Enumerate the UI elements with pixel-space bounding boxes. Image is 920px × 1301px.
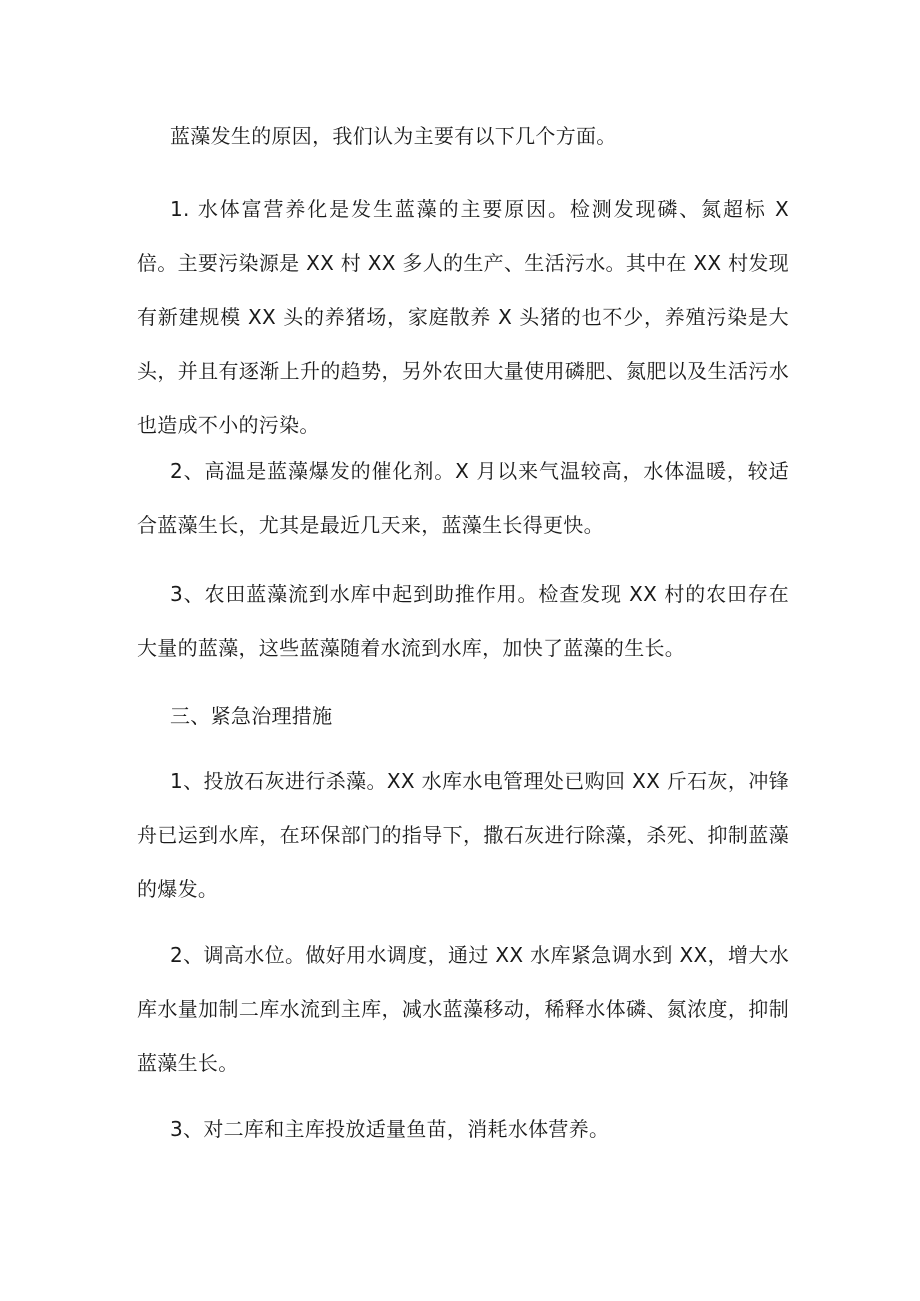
- section-heading-emergency-measures: 三、紧急治理措施: [170, 704, 333, 728]
- paragraph-cause-high-temperature: 2、高温是蓝藻爆发的催化剂。X 月以来气温较高，水体温暖，较适合蓝藻生长，尤其是最近几天来，蓝藻生长得更快。: [137, 459, 789, 537]
- paragraph-measure-water-level: 2、调高水位。做好用水调度，通过 XX 水库紧急调水到 XX，增大水库水量加制二库水流到主库，减水蓝藻移动，稀释水体磷、氮浓度，抑制蓝藻生长。: [137, 943, 789, 1075]
- paragraph-causes-intro: 蓝藻发生的原因，我们认为主要有以下几个方面。: [170, 124, 617, 148]
- paragraph-cause-farmland-algae: 3、农田蓝藻流到水库中起到助推作用。检查发现 XX 村的农田存在大量的蓝藻，这些蓝藻随着水流到水库，加快了蓝藻的生长。: [137, 582, 789, 660]
- paragraph-measure-lime: 1、投放石灰进行杀藻。XX 水库水电管理处已购回 XX 斤石灰，冲锋舟已运到水库，在环保部门的指导下，撒石灰进行除藻，杀死、抑制蓝藻的爆发。: [137, 769, 789, 901]
- paragraph-measure-fish-fry: 3、对二库和主库投放适量鱼苗，消耗水体营养。: [170, 1117, 610, 1141]
- paragraph-cause-eutrophication: 1. 水体富营养化是发生蓝藻的主要原因。检测发现磷、氮超标 X 倍。主要污染源是 XX 村 XX 多人的生产、生活污水。其中在 XX 村发现有新建规模 XX 头的养猪场，家庭散养 X 头猪的也不少，养殖污染是大头，并且有逐渐上升的趋势，另外农田大量使用磷肥、氮肥以及生活污水也造成不小的污染。: [137, 197, 789, 437]
